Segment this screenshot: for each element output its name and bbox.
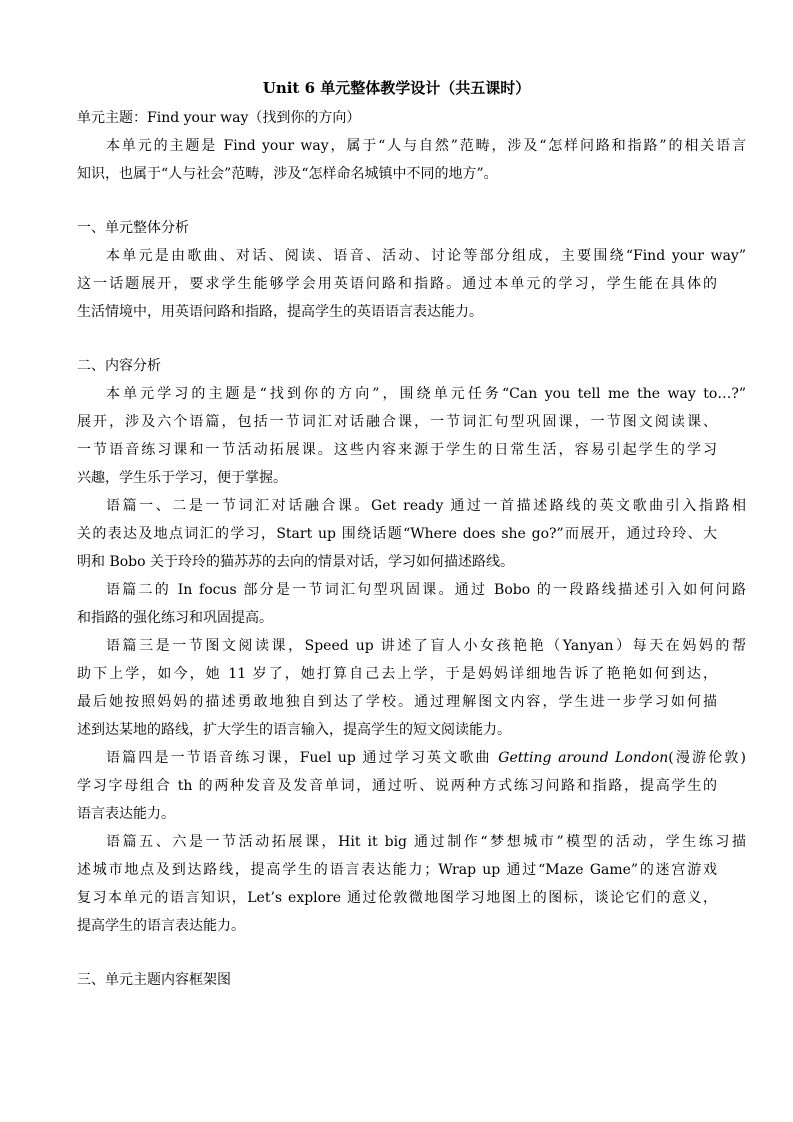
section-2-p6-line-2: 述城市地点及到达路线，提高学生的语言表达能力；Wrap up 通过“Maze Game”的迷宫游戏 [77,862,717,878]
section-2-p4-line-4: 述到达某地的路线，扩大学生的语言输入，提高学生的短文阅读能力。 [77,722,511,738]
section-2-p5-line-3: 语言表达能力。 [77,806,175,822]
section-2-p4-line-1: 语篇三是一节图文阅读课，Speed up 讲述了盲人小女孩艳艳（Yanyan）每天在妈妈的帮 [106,638,746,654]
section-2-p6-line-3: 复习本单元的语言知识，Let’s explore 通过伦敦微地图学习地图上的图标，谈论它们的意义， [77,890,717,906]
section-2-p6-line-1: 语篇五、六是一节活动拓展课，Hit it big 通过制作“梦想城市”模型的活动，学生练习描 [106,834,746,850]
section-2-p2-line-3: 明和 Bobo 关于玲玲的猫苏苏的去向的情景对话，学习如何描述路线。 [77,554,515,570]
section-2-p5-line-2: 学习字母组合 th 的两种发音及发音单词，通过听、说两种方式练习问路和指路，提高学生的 [77,778,717,794]
section-2-p4-line-3: 最后她按照妈妈的描述勇敢地独自到达了学校。通过理解图文内容，学生进一步学习如何描 [77,694,717,710]
p5-line-1-text: 语篇四是一节语音练习课，Fuel up 通过学习英文歌曲 [106,750,499,766]
document-title: Unit 6 单元整体教学设计（共五课时） [262,79,531,97]
section-2-p4-line-2: 助下上学，如今，她 11 岁了，她打算自己去上学，于是妈妈详细地告诉了艳艳如何到达， [77,666,717,682]
unit-theme-line: 单元主题：Find your way（找到你的方向） [77,110,361,126]
p5-line-1-suffix: (漫游伦敦) [668,750,746,766]
section-2-p2-line-1: 语篇一、二是一节词汇对话融合课。Get ready 通过一首描述路线的英文歌曲引入指路相 [106,498,746,514]
section-2-p6-line-4: 提高学生的语言表达能力。 [77,918,245,934]
section-2-p3-line-1: 语篇二的 In focus 部分是一节词汇句型巩固课。通过 Bobo 的一段路线描述引入如何问路 [106,582,746,598]
section-1-line-1: 本单元是由歌曲、对话、阅读、语音、活动、讨论等部分组成，主要围绕“Find your way” [106,248,746,264]
section-1-heading: 一、单元整体分析 [77,220,189,236]
section-2-p2-line-2: 关的表达及地点词汇的学习，Start up 围绕话题“Where does she go?”而展开，通过玲玲、大 [77,526,717,542]
section-1-line-3: 生活情境中，用英语问路和指路，提高学生的英语语言表达能力。 [77,304,483,320]
intro-line-2: 知识，也属于“人与社会”范畴，涉及“怎样命名城镇中不同的地方”。 [77,166,498,182]
section-2-p1-line-4: 兴趣，学生乐于学习，便于掌握。 [77,470,287,486]
section-2-p3-line-2: 和指路的强化练习和巩固提高。 [77,610,273,626]
section-2-p1-line-2: 展开，涉及六个语篇，包括一节词汇对话融合课，一节词汇句型巩固课，一节图文阅读课、 [77,414,717,430]
section-3-heading: 三、单元主题内容框架图 [77,972,231,988]
section-2-heading: 二、内容分析 [77,358,161,374]
section-2-p5-line-1 [77,748,746,768]
song-title: Getting around London [498,750,669,766]
section-2-p1-line-1: 本单元学习的主题是“找到你的方向”，围绕单元任务“Can you tell me the way to…?” [106,386,746,402]
section-1-line-2: 这一话题展开，要求学生能够学会用英语问路和指路。通过本单元的学习，学生能在具体的 [77,276,717,292]
intro-line-1: 本单元的主题是 Find your way，属于“人与自然”范畴，涉及“怎样问路和指路”的相关语言 [106,138,746,154]
section-2-p1-line-3: 一节语音练习课和一节活动拓展课。这些内容来源于学生的日常生活，容易引起学生的学习 [77,442,717,458]
